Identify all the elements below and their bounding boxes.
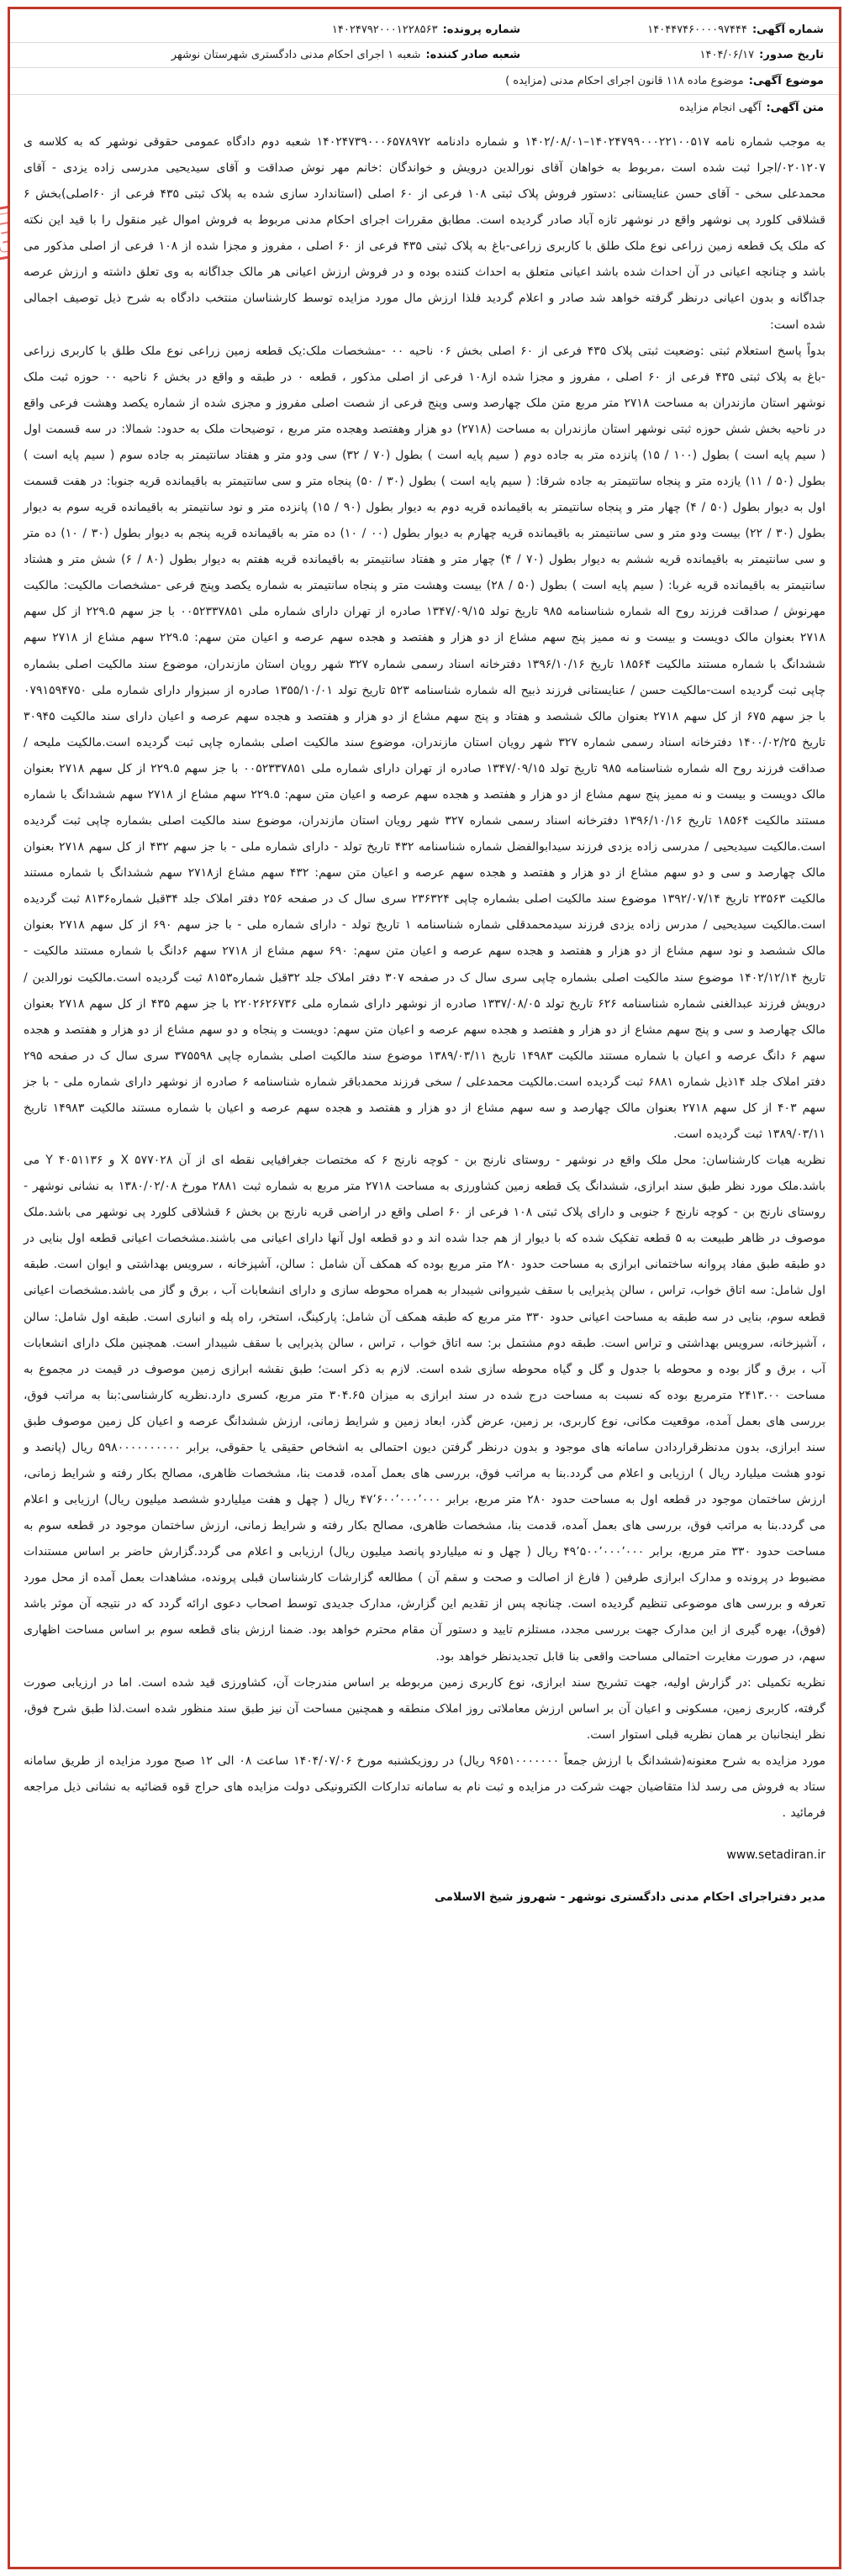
case-number-field — [25, 24, 520, 36]
issuing-branch-value: شعبه ۱ اجرای احکام مدنی دادگستری شهرستان نوشهر — [171, 49, 421, 61]
notice-text-value: آگهی انجام مزایده — [678, 102, 762, 114]
body-paragraph-auction-terms: مورد مزایده به شرح معنونه(ششدانگ با ارزش جمعاً ۹۶۵۱۰۰۰۰۰۰۰ ریال) در روزیکشنبه مورخ ۱۴۰۴/۰۷/۰۶ ساعت ۰۸ الی ۱۲ صبح مورد مزایده از طریق سامانه ستاد به فروش می رسد لذا متقاضیان جهت شرکت در مزایده و ثبت نام به سامانه تدارکات الکترونیکی دولت مزایده های حراج قوه قضائیه به نشانی ذیل مراجعه فرمائید . — [24, 1753, 825, 1820]
body-paragraph-intro: به موجب شماره نامه ۱۴۰۲۴۷۹۹۰۰۰۲۲۱۰۰۵۱۷–۱۴۰۲/۰۸/۰۱ و شماره دادنامه ۱۴۰۲۴۷۳۹۰۰۰۶۵۷۸۹۷۲ شعبه دوم دادگاه عمومی حقوقی نوشهر که به کلاسه ی ۰۲۰۱۲۰۷/اجرا ثبت شده است ،مربوط به خواهان آقای نورالدین درویش و خواندگان :خانم مهر نوش صداقت و آقای سیدیحیی مدرسی زاده یزدی - آقای محمدعلی سخی - آقای حسن عنایستانی :دستور فروش پلاک ثبتی ۱۰۸ فرعی از ۶۰ اصلی (استاندارد سازی شده به پلاک ثبتی ۴۳۵ فرعی از ۶۰اصلی)بخش ۶ قشلاقی کلورد پی نوشهر واقع در نوشهر تازه آباد صادر گردیده است. مطابق مقررات اجرای احکام مدنی مربوط به فروش اموال غیر منقول را با قید این نکته که ملک یک قطعه زمین زراعی نوع ملک طلق با کاربری زراعی-باغ به پلاک ثبتی ۴۳۵ فرعی از ۶۰ اصلی ، مفروز و مجزا شده از ۱۰۸ فرعی از اصلی مذکور می باشد و چنانچه اعیانی در آن احداث شده باشد اعیانی متعلق به احداث کننده بوده و در فروش ارزش اعیانی هر مالک جداگانه به وی تعلق داشته و ارزش عرصه جداگانه و بدون اعیانی درنظر گرفته خواهد شد صادر و اعلام گردید فلذا ارزش مال مورد مزایده توسط کارشناسان منتخب دادگاه به شرح ذیل توصیف اجمالی شده است: — [24, 135, 825, 332]
body-paragraph-registry-status: بدواً پاسخ استعلام ثبتی :وضعیت ثبتی پلاک ۴۳۵ فرعی از ۶۰ اصلی بخش ۰۶ ناحیه ۰۰ -مشخصات ملک:یک قطعه زمین زراعی نوع ملک طلق با کاربری زراعی -باغ به پلاک ثبتی ۴۳۵ فرعی از ۶۰ اصلی ، مفروز و مجزا شده از۱۰۸ فرعی از اصلی مذکور ، قطعه ۰ در طبقه و واقع در بخش ۶ ناحیه ۰۰ حوزه ثبت ملک نوشهر استان مازندران به مساحت ۲۷۱۸ متر مربع متن ملک چهارصد وسی وپنج فرعی از شصت اصلی مفروز و مجزی شده از شماره یکصد وهشت فرعی واقع در ناحیه بخش شش حوزه ثبتی نوشهر استان مازندران به مساحت (۲۷۱۸) دو هزار وهفتصد وهجده متر مربع ، توضیحات ملک به حدود: شمالا: در سه قسمت اول ( سیم پایه است ) بطول (۱۰۰ / ۱۵) پانزده متر به جاده دوم ( سیم پایه است ) بطول (۷۰ / ۳۲) سی ودو متر و هفتاد سانتیمتر به جاده سوم ( سیم پایه است ) بطول (۵۰ / ۱۱) یازده متر و پنجاه سانتیمتر به جاده شرقا: ( سیم پایه است ) بطول (۳۰ / ۵۰) پنجاه متر و سی سانتیمتر به باقیمانده قریه جنوبا: در هفت قسمت اول به دیوار بطول (۵۰ / ۴) چهار متر و پنجاه سانتیمتر به باقیمانده قریه دوم به دیوار بطول (۹۰ / ۱۵) پانزده متر و نود سانتیمتر به باقیمانده قریه سوم به دیوار بطول (۳۰ / ۲۲) بیست ودو متر و سی سانتیمتر به باقیمانده قریه چهارم به دیوار بطول (۰۰ / ۱۰) ده متر به باقیمانده قریه پنجم به دیوار بطول (۳۰ / ۱۰) ده متر و سی سانتیمتر به باقیمانده قریه ششم به دیوار بطول (۷۰ / ۴) چهار متر و هفتاد سانتیمتر به باقیمانده قریه هفتم به دیوار بطول (۸۰ / ۶) شش متر و هشتاد سانتیمتر به باقیمانده قریه غربا: ( سیم پایه است ) بطول (۵۰ / ۲۸) بیست وهشت متر و پنجاه سانتیمتر به شماره یکصد وپنج فرعی -مشخصات مالکیت: مالکیت مهرنوش / صداقت فرزند روح اله شماره شناسنامه ۹۸۵ تاریخ تولد ۱۳۴۷/۰۹/۱۵ صادره از تهران دارای شماره ملی ۰۰۵۲۳۳۷۸۵۱ با جز سهم ۲۲۹.۵ از کل سهم ۲۷۱۸ بعنوان مالک دویست و بیست و نه ممیز پنج سهم مشاع از دو هزار و هفتصد و هجده سهم عرصه و اعیان متن سهم: ۲۲۹.۵ سهم مشاع از ۲۷۱۸ سهم ششدانگ با شماره مستند مالکیت ۱۸۵۶۴ تاریخ ۱۳۹۶/۱۰/۱۶ دفترخانه اسناد رسمی شماره ۳۲۷ شهر رویان استان مازندران، موضوع سند مالکیت اصلی بشماره چاپی ثبت گردیده است-مالکیت حسن / عنایستانی فرزند ذبیح اله شماره شناسنامه ۵۲۳ تاریخ تولد ۱۳۵۵/۱۰/۰۱ صادره از سبزوار دارای شماره ملی ۰۷۹۱۵۹۴۷۵۰ با جز سهم ۶۷۵ از کل سهم ۲۷۱۸ بعنوان مالک ششصد و هفتاد و پنج سهم مشاع از دو هزار و هفتصد و هجده سهم عرصه و اعیان دارای سند مالکیت ۳۰۹۴۵ تاریخ ۱۴۰۰/۰۲/۲۵ دفترخانه اسناد رسمی شماره ۳۲۷ شهر رویان استان مازندران، موضوع سند مالکیت اصلی بشماره چاپی ثبت گردیده است.مالکیت ملیحه / صداقت فرزند روح اله شماره شناسنامه ۹۸۵ تاریخ تولد ۱۳۴۷/۰۹/۱۵ صادره از تهران دارای شماره ملی ۰۰۵۲۳۳۷۸۵۱ با جز سهم ۲۲۹.۵ از کل سهم ۲۷۱۸ بعنوان مالک دویست و بیست و نه ممیز پنج سهم مشاع از دو هزار و هفتصد و هجده سهم عرصه و اعیان متن سهم: ۲۲۹.۵ سهم مشاع از ۲۷۱۸ سهم ششدانگ با شماره مستند مالکیت ۱۸۵۶۴ تاریخ ۱۳۹۶/۱۰/۱۶ دفترخانه اسناد رسمی شماره ۳۲۷ شهر رویان استان مازندران، موضوع سند مالکیت اصلی بشماره چاپی ثبت گردیده است.مالکیت سیدیحیی / مدرسی زاده یزدی فرزند سیدابوالفضل شماره شناسنامه ۴۳۲ تاریخ تولد - دارای شماره ملی - با جز سهم ۴۳۲ از کل سهم ۲۷۱۸ بعنوان مالک چهارصد و سی و دو سهم مشاع از دو هزار و هفتصد و هجده سهم عرصه و اعیان متن سهم: ۴۳۲ سهم مشاع از۲۷۱۸ سهم ششدانگ با شماره مستند مالکیت ۲۳۵۶۳ تاریخ ۱۳۹۲/۰۷/۱۴ موضوع سند مالکیت اصلی بشماره چاپی ۲۳۶۳۲۴ سری سال ک در صفحه ۲۵۶ دفتر املاک جلد ۳۴قبل شماره۸۱۳۶ ثبت گردیده است.مالکیت سیدیحیی / مدرس زاده یزدی فرزند سیدمحمدقلی شماره شناسنامه ۱ تاریخ تولد - دارای شماره ملی - با جز سهم ۶۹۰ از کل سهم ۲۷۱۸ بعنوان مالک ششصد و نود سهم مشاع از دو هزار و هفتصد و هجده سهم عرصه و اعیان متن سهم: ۶۹۰ سهم مشاع از ۲۷۱۸ سهم ۶دانگ با شماره مستند مالکیت - تاریخ ۱۴۰۲/۱۲/۱۴ موضوع سند مالکیت اصلی بشماره چاپی سری سال ک در صفحه ۳۰۷ دفتر املاک جلد ۳۲قبل شماره۸۱۵۳ ثبت گردیده است.مالکیت نورالدین / درویش فرزند عبدالغنی شماره شناسنامه ۶۲۶ تاریخ تولد ۱۳۳۷/۰۸/۰۵ صادره از نوشهر دارای شماره ملی ۲۲۰۲۶۲۶۷۳۶ با جز سهم ۴۳۵ از کل سهم ۲۷۱۸ بعنوان مالک چهارصد و سی و پنج سهم مشاع از دو هزار و هفتصد و هجده سهم عرصه و اعیان متن سهم: دویست و پنجاه و دو سهم مشاع از دو هزار و هفتصد و هجده سهم ۶ دانگ عرصه و اعیان با شماره مستند مالکیت ۱۴۹۸۳ تاریخ ۱۳۸۹/۰۳/۱۱ موضوع سند مالکیت اصلی بشماره چاپی ۳۷۵۵۹۸ سری سال ک در صفحه ۲۹۵ دفتر املاک جلد ۱۴ذیل شماره ۶۸۸۱ ثبت گردیده است.مالکیت محمدعلی / سخی فرزند محمدباقر شماره شناسنامه ۶ صادره از نوشهر دارای شماره ملی - با جز سهم ۴۰۳ از کل سهم ۲۷۱۸ بعنوان مالک چهارصد و سه سهم مشاع از دو هزار و هفتصد و هجده سهم عرصه و اعیان با شماره مستند مالکیت ۱۴۹۸۳ تاریخ ۱۳۸۹/۰۳/۱۱ ثبت گردیده است. — [24, 344, 826, 1141]
ad-number-value: ۱۴۰۴۴۷۴۶۰۰۰۰۹۷۴۴۴ — [647, 24, 747, 36]
notice-text-label: متن آگهی: — [766, 102, 824, 114]
header-row-2 — [24, 43, 825, 67]
case-number-label: شماره پرونده: — [442, 24, 520, 36]
issue-date-field — [520, 49, 824, 61]
subject-value: موضوع ماده ۱۱۸ قانون اجرای احکام مدنی (مزایده ) — [505, 75, 744, 87]
body-paragraph-supplementary-opinion: نظریه تکمیلی :در گزارش اولیه، جهت تشریح سند ابرازی، نوع کاربری زمین مربوطه بر اساس مندرجات آن، کشاورزی قید شده است. اما در ارزیابی صورت گرفته، کاربری زمین، مسکونی و اعیان آن بر اساس ارزش معاملاتی روز املاک منطقه و همچنین مساحت آن نیز طبق سند منظور شده است.لذا طبق شرح فوق، نظر اینجانبان بر همان نظریه قبلی استوار است. — [24, 1675, 825, 1742]
issue-date-value: ۱۴۰۴/۰۶/۱۷ — [699, 49, 755, 61]
body-paragraph-expert-opinion: نظریه هیات کارشناسان: محل ملک واقع در نوشهر - روستای نارنج بن - کوچه نارنج ۶ که مختصات جغرافیایی نقطه ای از آن X ۵۷۷۰۲۸ و Y ۴۰۵۱۱۳۶ می باشد.ملک مورد نظر طبق سند ابرازی، ششدانگ یک قطعه زمین کشاورزی به مساحت ۲۷۱۸ متر مربع به شماره ثبت ۲۸۸۱ مورخ ۱۳۸۰/۰۲/۰۸ به نشانی نوشهر - روستای نارنج بن - کوچه نارنج ۶ جنوبی و دارای پلاک ثبتی ۱۰۸ فرعی از ۶۰ اصلی واقع در اراضی قریه نارنج بن بخش ۶ قشلاقی کلورد پی نوشهر می باشد.ملک موصوف در ظاهر طبیعت به ۵ قطعه تفکیک شده که با دیوار از هم جدا شده اند و دو قطعه اول آنها دارای اعیانی می باشند.مشخصات اعیانی قطعه اول بنایی در دو طبقه طبق مفاد پروانه ساختمانی ابرازی به مساحت حدود ۲۸۰ متر مربع بوده که همکف آن شامل : سالن، آشپزخانه ، سرویس بهداشتی و ایوان است. طبقه اول شامل: سه اتاق خواب، تراس ، سالن پذیرایی با سقف شیروانی شیبدار به همراه محوطه سازی و دارای انشعابات آب ، برق و گاز می باشد.مشخصات اعیانی قطعه سوم، بنایی در سه طبقه به مساحت اعیانی حدود ۳۳۰ متر مربع که طبقه همکف آن شامل: پارکینگ، استخر، راه پله و انباری است. طبقه اول شامل: سالن ، آشپزخانه، سرویس بهداشتی و تراس است. طبقه دوم مشتمل بر: سه اتاق خواب ، تراس ، سالن پذیرایی با سقف شیبدار است. همچنین ملک دارای انشعابات آب ، برق و گاز بوده و محوطه با جدول و گل و گیاه محوطه سازی شده است. لازم به ذکر است؛ طبق نقشه ابرازی زمین موصوف در قیمت در مجموع به مساحت ۲۴۱۳.۰۰ مترمربع بوده که نسبت به مساحت درج شده در سند ابرازی به میزان ۳۰۴.۶۵ متر مربع، کسری دارد.نظریه کارشناسی:بنا به مراتب فوق، بررسی های بعمل آمده، موقعیت مکانی، نوع کاربری، بر زمین، عرض گذر، ابعاد زمین و شرایط زمانی، ارزش ششدانگ عرصه و اعیان کل زمین موصوف طبق سند ابرازی، بدون مدنظرقراردادن سامانه های موجود و بدون درنظر گرفتن دیون احتمالی به اشخاص حقیقی یا حقوقی، برابر ۵۹۸۰۰۰۰۰۰۰۰۰۰ ریال (پانصد و نودو هشت میلیارد ریال ) ارزیابی و اعلام می گردد.بنا به مراتب فوق، بررسی های بعمل آمده، قدمت بنا، مشخصات ظاهری، مصالح بکار رفته و شرایط زمانی، ارزش ساختمان موجود در قطعه اول به مساحت حدود ۲۸۰ متر مربع، برابر ۴۷٬۶۰۰٬۰۰۰٬۰۰۰ ریال ( چهل و هفت میلیاردو ششصد میلیون ریال) ارزیابی و اعلام می گردد.بنا به مراتب فوق، بررسی های بعمل آمده، قدمت بنا، مشخصات ظاهری، مصالح بکار رفته و شرایط زمانی، ارزش ساختمان موجود در قطعه سوم به مساحت حدود ۳۳۰ متر مربع، برابر ۴۹٬۵۰۰٬۰۰۰٬۰۰۰ ریال ( چهل و نه میلیاردو پانصد میلیون ریال) ارزیابی و اعلام می گردد.گزارش حاضر بر اساس مستندات مضبوط در پرونده و مدارک ابرازی طرفین ( فارغ از اصالت و صحت و سقم آن ) مطالعه گزارشات کارشناسان قبلی پرونده، مشاهدات بعمل آمده از محل مورد تعرفه و بررسی های موضوعی تنظیم گردیده است. چنانچه پس از تقدیم این گزارش، مدارک جدیدی توسط اصحاب دعوی ارائه گردد که در نتیجه آن موثر باشد (فوق)، بهره گیری از این مدارک جهت بررسی مجدد، مستلزم تایید و دستور آن مقام محترم خواهد بود. ضمنا ارزش بنای قطعه سوم بر اساس مساحت اظهاری سهم، در صورت مغایرت احتمالی مساحت واقعی بنا قابل تجدیدنظر خواهد بود. — [24, 1154, 826, 1664]
issuing-branch-field — [25, 49, 520, 61]
setadiran-link-row — [24, 1848, 825, 1862]
notice-body — [24, 129, 825, 1827]
document-frame — [8, 7, 841, 2569]
document-header — [24, 18, 825, 121]
ad-number-field — [520, 24, 824, 36]
header-row-1 — [24, 18, 825, 42]
subject-label: موضوع آگهی: — [748, 75, 824, 87]
notice-text-field — [24, 95, 825, 121]
subject-field — [24, 68, 825, 94]
ad-number-label: شماره آگهی: — [751, 24, 824, 36]
signature-line: مدیر دفتراجرای احکام مدنی دادگستری نوشهر - شهروز شیخ الاسلامی — [435, 1890, 825, 1905]
issue-date-label: تاریخ صدور: — [759, 49, 824, 61]
issuing-branch-label: شعبه صادر کننده: — [425, 49, 520, 61]
case-number-value: ۱۴۰۲۴۷۹۲۰۰۰۱۲۲۸۵۶۳ — [331, 24, 438, 36]
setadiran-link[interactable]: www.setadiran.ir — [726, 1848, 825, 1863]
